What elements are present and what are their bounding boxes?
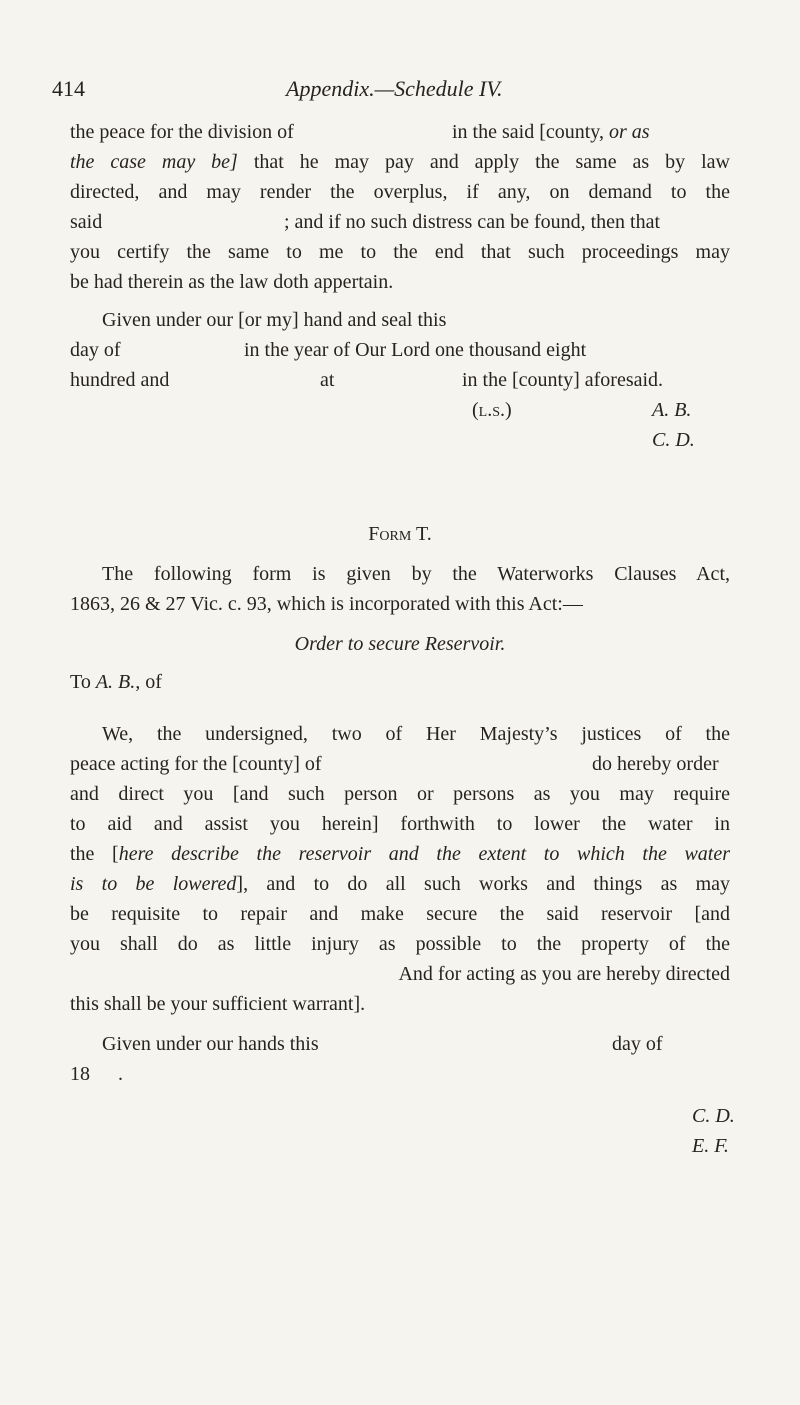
year-line: 18 . bbox=[70, 1063, 123, 1085]
running-title: Appendix.—Schedule IV. bbox=[286, 76, 503, 101]
form-subtitle: Order to secure Reservoir. bbox=[294, 633, 506, 655]
text-line: peace acting for the [county] of do hereby order bbox=[70, 753, 719, 775]
form-heading: Form T. bbox=[368, 523, 432, 545]
text-line: We, the undersigned, two of Her Majesty’s justices of the bbox=[102, 723, 730, 745]
text-line: to aid and assist you herein] forthwith to lower the water in bbox=[70, 813, 730, 835]
text-line: the case may be] that he may pay and apply the same as by law bbox=[70, 151, 730, 173]
seal-mark: (l.s.) bbox=[472, 399, 512, 421]
text-line: hundred and at in the [county] aforesaid. bbox=[70, 369, 664, 391]
text-line: be requisite to repair and make secure the said reservoir [and bbox=[70, 903, 730, 925]
address-line: To A. B., of bbox=[70, 671, 162, 693]
text-line: and direct you [and such person or persons as you may require bbox=[70, 783, 730, 805]
text-line: be had therein as the law doth appertain. bbox=[70, 271, 394, 293]
signature-ab: A. B. bbox=[652, 399, 692, 421]
signature-cd: C. D. bbox=[652, 429, 695, 451]
page-number: 414 bbox=[52, 76, 85, 101]
text-line: the peace for the division of in the said [county, or as bbox=[70, 121, 650, 143]
text-line: directed, and may render the overplus, if any, on demand to the bbox=[70, 181, 730, 203]
text-line: Given under our [or my] hand and seal this bbox=[102, 309, 447, 331]
text-line: The following form is given by the Waterworks Clauses Act, bbox=[102, 563, 730, 585]
text-line: you certify the same to me to the end that such proceedings may bbox=[70, 241, 730, 263]
text-line: is to be lowered], and to do all such works and things as may bbox=[70, 873, 731, 895]
text-line: the [here describe the reservoir and the extent to which the water bbox=[70, 843, 730, 865]
text-line: said ; and if no such distress can be found, then that bbox=[70, 211, 661, 233]
text-line: And for acting as you are hereby directed bbox=[398, 963, 730, 985]
text-line: 1863, 26 & 27 Vic. c. 93, which is incorporated with this Act:— bbox=[70, 593, 583, 615]
text-line: you shall do as little injury as possible to the property of the bbox=[70, 933, 730, 955]
book-page: 414 Appendix.—Schedule IV. the peace for the division of in the said [county, or as the case may be] that he may pay and apply the same as by law directed, and may render the overplus, if any, on demand to the said ; and if no such distress can be found, then that you certify the same to me to the end that such proceedings may be had therein as the law doth appertain. Given under our [or my] hand and seal this day of in the year of Our Lord one thousand eight hundred and at in the [county] aforesaid. (l.s.) A. B. C. D. Form T. The following form is given by the Waterworks Clauses Act, 1863, 26 & 27 Vic. c. 93, which is incorporated with this Act:— Order to secure Reservoir. To A. B., of We, the undersigned, two of Her Majesty’s justices of the peace acting for the [county] of do hereby order and direct you [and such person or persons as you may require to aid and assist you herein] forthwith to lower the water in the [here describe the reservoir and the extent to which the water is to be lowered], and to do all such works and things as may be requisite to repair and make secure the said reservoir [and you shall do as little injury as possible to the property of the And for acting as you are hereby directed this shall be your sufficient warrant]. Given under our hands this day of 18 . C. D. E. F. bbox=[0, 0, 800, 1405]
text-line: day of in the year of Our Lord one thousand eight bbox=[70, 339, 587, 361]
text-line: Given under our hands this day of bbox=[102, 1033, 663, 1055]
text-line: this shall be your sufficient warrant]. bbox=[70, 993, 366, 1015]
